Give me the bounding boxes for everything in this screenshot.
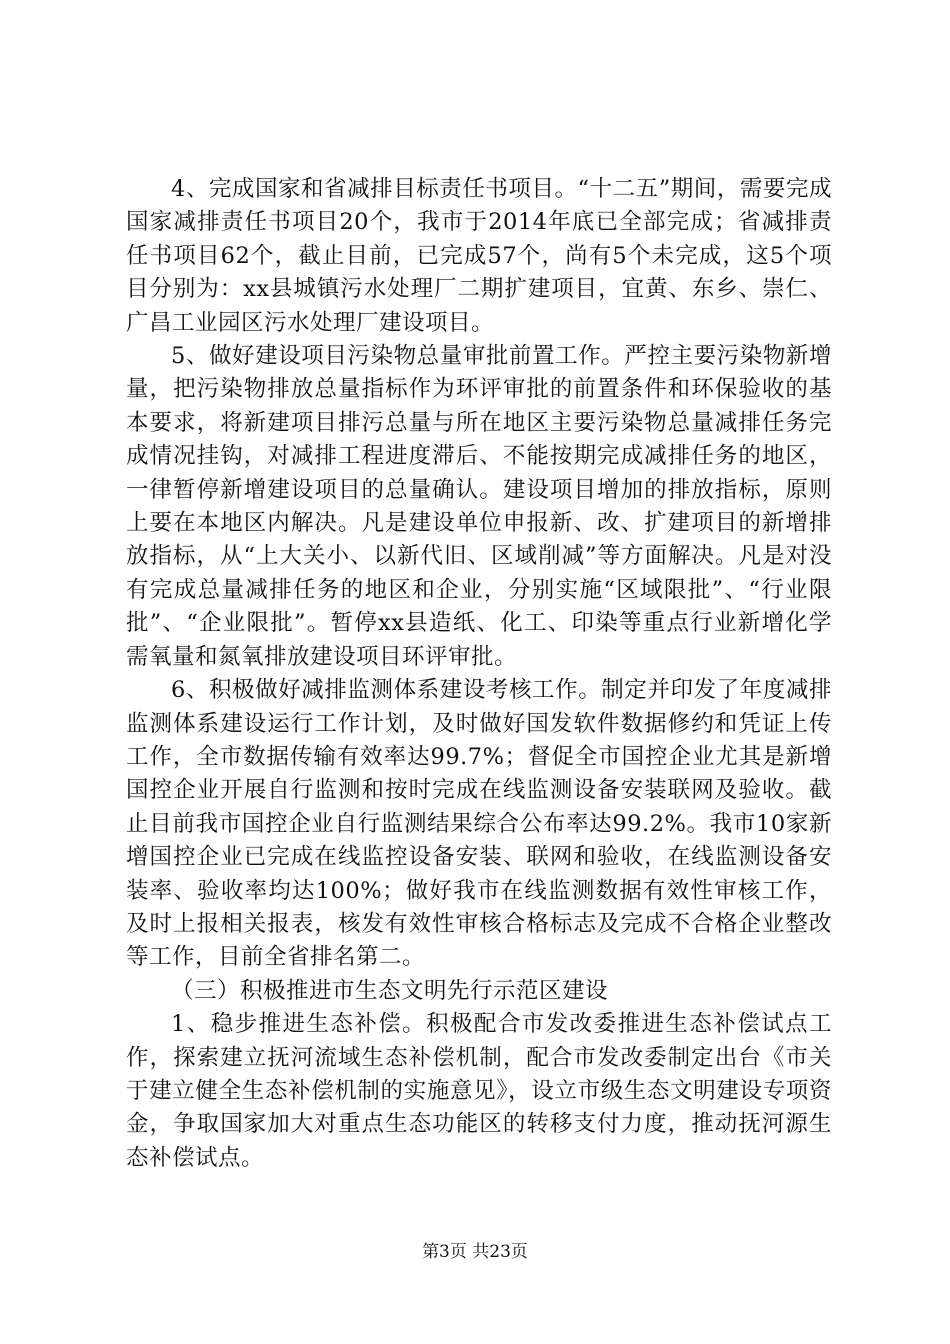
section-heading-3: （三）积极推进市生态文明先行示范区建设 bbox=[171, 977, 609, 1004]
paragraph-item-5: 5、做好建设项目污染物总量审批前置工作。严控主要污染物新增量，把污染物排放总量指标作为环评审批的前置条件和环保验收的基本要求，将新建项目排污总量与所在地区主要污染物总量减排任务完成情况挂钩，对减排工程进度滞后、不能按期完成减排任务的地区，一律暂停新增建设项目的总量确认。建设项目增加的排放指标，原则上要在本地区内解决。凡是建设单位申报新、改、扩建项目的新增排放指标，从“上大关小、以新代旧、区域削减”等方面解决。凡是对没有完成总量减排任务的地区和企业，分别实施“区域限批”、“行业限批”、“企业限批”。暂停xx县造纸、化工、印染等重点行业新增化学需氧量和氮氧排放建设项目环评审批。 bbox=[126, 343, 832, 670]
paragraph-section3-item-1: 1、稳步推进生态补偿。积极配合市发改委推进生态补偿试点工作，探索建立抚河流域生态补偿机制，配合市发改委制定出台《市关于建立健全生态补偿机制的实施意见》，设立市级生态文明建设专项资金，争取国家加大对重点生态功能区的转移支付力度，推动抚河源生态补偿试点。 bbox=[126, 1011, 832, 1171]
document-body bbox=[126, 173, 832, 1175]
page-number-footer: 第3页 共23页 bbox=[422, 1242, 528, 1262]
paragraph-item-4: 4、完成国家和省减排目标责任书项目。“十二五”期间，需要完成国家减排责任书项目20个，我市于2014年底已全部完成；省减排责任书项目62个，截止目前，已完成57个，尚有5个未完成，这5个项目分别为：xx县城镇污水处理厂二期扩建项目，宜黄、东乡、崇仁、广昌工业园区污水处理厂建设项目。 bbox=[126, 176, 832, 336]
paragraph-item-6: 6、积极做好减排监测体系建设考核工作。制定并印发了年度减排监测体系建设运行工作计划，及时做好国发软件数据修约和凭证上传工作，全市数据传输有效率达99.7%；督促全市国控企业尤其是新增国控企业开展自行监测和按时完成在线监测设备安装联网及验收。截止目前我市国控企业自行监测结果综合公布率达99.2%。我市10家新增国控企业已完成在线监控设备安装、联网和验收，在线监测设备安装率、验收率均达100%；做好我市在线监测数据有效性审核工作，及时上报相关报表，核发有效性审核合格标志及完成不合格企业整改等工作，目前全省排名第二。 bbox=[126, 677, 832, 971]
